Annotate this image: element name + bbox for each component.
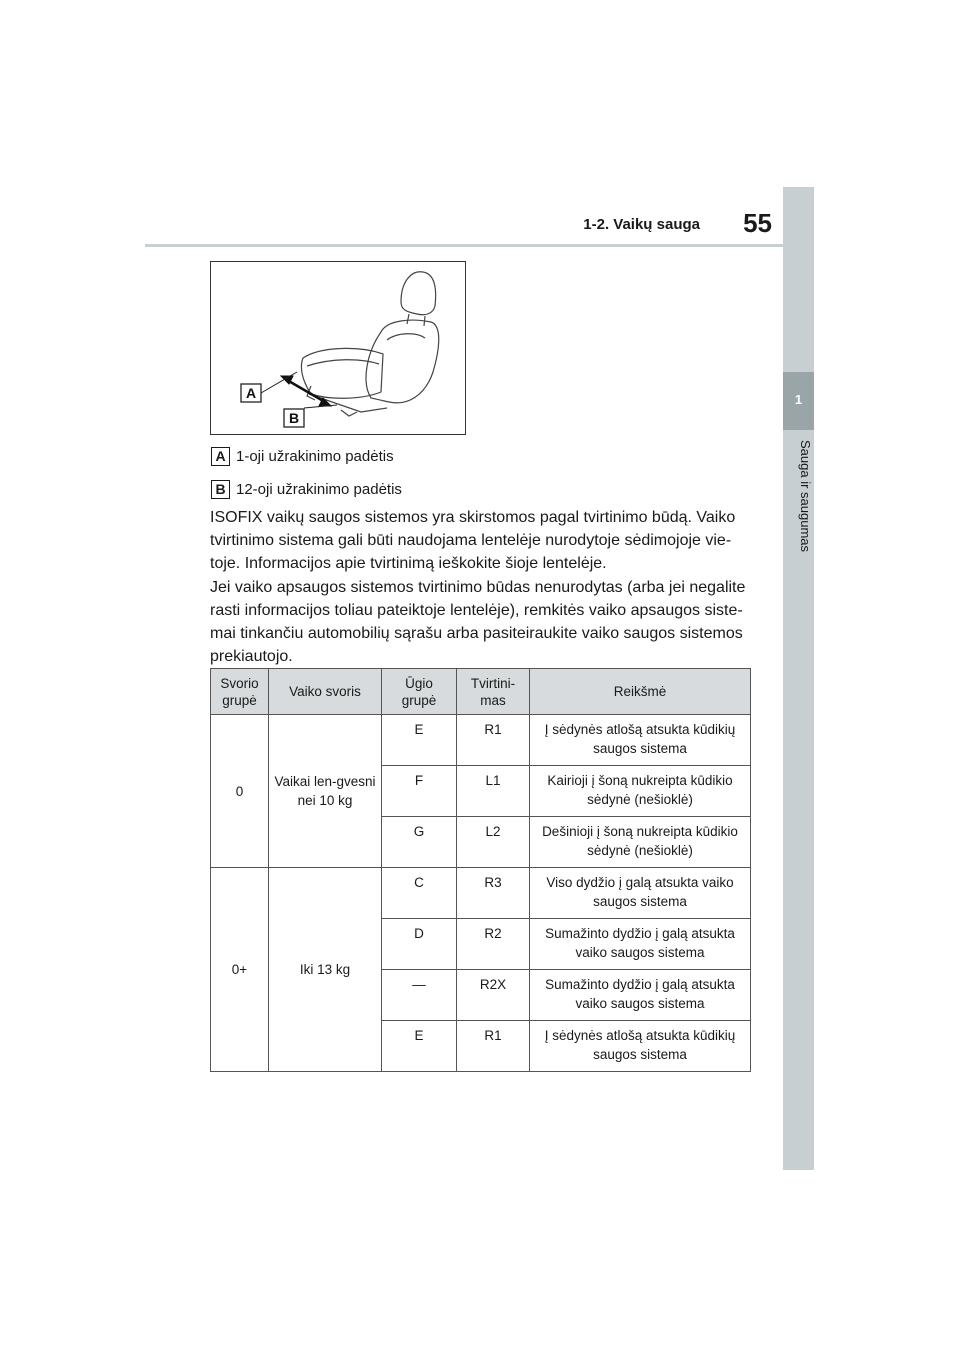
paragraph: ISOFIX vaikų saugos sistemos yra skirstomos pagal tvirtinimo būdą. Vaiko tvirtinimo sistema gali būti naudojama lentelėje nurodytoje sėdimojoje vie-toje. Informacijos apie tvirtinimą ieškokite šioje lentelėje. bbox=[210, 509, 736, 573]
legend-text-b: 12-oji užrakinimo padėtis bbox=[236, 481, 402, 498]
fixture-cell: R2X bbox=[457, 970, 530, 1021]
legend-badge-b: B bbox=[211, 480, 230, 499]
col-header-meaning: Reikšmė bbox=[530, 669, 751, 715]
fixture-cell: R1 bbox=[457, 1021, 530, 1072]
seat-illustration bbox=[210, 261, 466, 435]
legend-item-a bbox=[211, 447, 394, 466]
meaning-cell: Į sėdynės atlošą atsukta kūdikių saugos sistema bbox=[530, 1021, 751, 1072]
table-row bbox=[211, 715, 751, 766]
table-header-row bbox=[211, 669, 751, 715]
fixture-cell: R3 bbox=[457, 868, 530, 919]
fixture-cell: R1 bbox=[457, 715, 530, 766]
fixture-cell: R2 bbox=[457, 919, 530, 970]
figure-label-b: B bbox=[288, 410, 300, 426]
table-row bbox=[211, 868, 751, 919]
body-text bbox=[210, 506, 755, 668]
legend-item-b bbox=[211, 480, 402, 499]
size-cell: E bbox=[382, 1021, 457, 1072]
meaning-cell: Sumažinto dydžio į galą atsukta vaiko saugos sistema bbox=[530, 970, 751, 1021]
section-title: 1-2. Vaikų sauga bbox=[583, 216, 700, 233]
meaning-cell: Kairioji į šoną nukreipta kūdikio sėdynė (nešioklė) bbox=[530, 766, 751, 817]
col-header-weight-group: Svorio grupė bbox=[211, 669, 269, 715]
chapter-side-tab bbox=[783, 187, 814, 1170]
col-header-child-weight: Vaiko svoris bbox=[269, 669, 382, 715]
fixture-cell: L1 bbox=[457, 766, 530, 817]
header-divider bbox=[145, 244, 783, 247]
child-weight-cell: Vaikai len-gvesni nei 10 kg bbox=[269, 715, 382, 868]
chapter-label: Sauga ir saugumas bbox=[798, 440, 813, 553]
seat-drawing bbox=[211, 262, 467, 436]
meaning-cell: Dešinioji į šoną nukreipta kūdikio sėdynė (nešioklė) bbox=[530, 817, 751, 868]
size-cell: F bbox=[382, 766, 457, 817]
size-cell: D bbox=[382, 919, 457, 970]
meaning-cell: Į sėdynės atlošą atsukta kūdikių saugos sistema bbox=[530, 715, 751, 766]
size-cell: — bbox=[382, 970, 457, 1021]
chapter-number: 1 bbox=[794, 392, 803, 407]
fixture-cell: L2 bbox=[457, 817, 530, 868]
size-cell: E bbox=[382, 715, 457, 766]
paragraph: Jei vaiko apsaugos sistemos tvirtinimo būdas nenurodytas (arba jei negalite rasti informacijos toliau pateiktoje lentelėje), remkitės vaiko apsaugos siste-mai tinkančiu automobilių sąrašu arba pasiteiraukite vaiko saugos sistemos prekiautojo. bbox=[210, 578, 746, 666]
page-number: 55 bbox=[743, 208, 772, 238]
child-weight-cell: Iki 13 kg bbox=[269, 868, 382, 1072]
isofix-size-table bbox=[210, 668, 751, 1072]
col-header-size-class: Ūgio grupė bbox=[382, 669, 457, 715]
figure-label-a: A bbox=[245, 385, 257, 401]
meaning-cell: Sumažinto dydžio į galą atsukta vaiko saugos sistema bbox=[530, 919, 751, 970]
meaning-cell: Viso dydžio į galą atsukta vaiko saugos sistema bbox=[530, 868, 751, 919]
col-header-fixture: Tvirtini-mas bbox=[457, 669, 530, 715]
legend-badge-a: A bbox=[211, 447, 230, 466]
legend-text-a: 1-oji užrakinimo padėtis bbox=[236, 448, 394, 465]
weight-group-cell: 0 bbox=[211, 715, 269, 868]
size-cell: C bbox=[382, 868, 457, 919]
size-cell: G bbox=[382, 817, 457, 868]
weight-group-cell: 0+ bbox=[211, 868, 269, 1072]
